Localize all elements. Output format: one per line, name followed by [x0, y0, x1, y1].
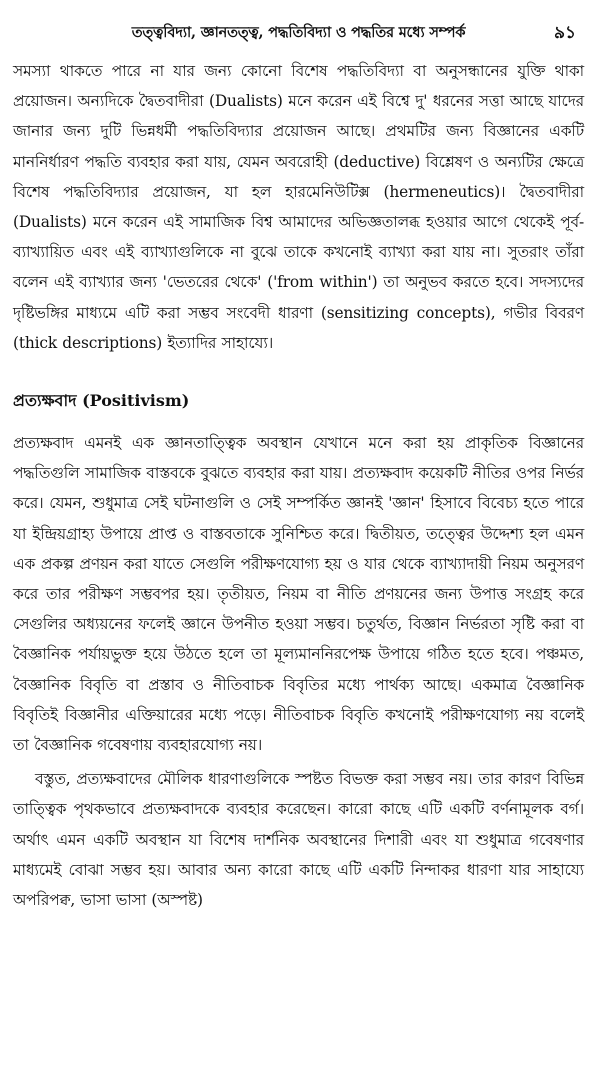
section-heading-positivism: প্রত্যক্ষবাদ (Positivism)	[13, 391, 190, 411]
paragraph-dualists: সমস্যা থাকতে পারে না যার জন্য কোনো বিশেষ পদ্ধতিবিদ্যা বা অনুসন্ধানের যুক্তি থাকা প্রয়োজন। অন্যদিকে দ্বৈতবাদীরা (Dualists) মনে করেন এই বিশ্বে দু' ধরনের সত্তা আছে যাদের জানার জন্য দুটি ভিন্নধর্মী পদ্ধতিবিদ্যার প্রয়োজন আছে। প্রথমটির জন্য বিজ্ঞানের একটি মাননির্ধারণ পদ্ধতি ব্যবহার করা যায়, যেমন অবরোহী (deductive) বিশ্লেষণ ও অন্যটির ক্ষেত্রে বিশেষ পদ্ধতিবিদ্যার প্রয়োজন, যা হল হারমেনিউটিক্স (hermeneutics)। দ্বৈতবাদীরা (Dualists) মনে করেন এই সামাজিক বিশ্ব আমাদের অভিজ্ঞতালব্ধ হওয়ার আগে থেকেই পূর্ব-ব্যাখ্যায়িত এবং এই ব্যাখ্যাগুলিকে না বুঝে তাকে কখনোই ব্যাখ্যা করা যায় না। সুতরাং তাঁরা বলেন এই ব্যাখ্যার জন্য 'ভেতরের থেকে' ('from within') তা অনুভব করতে হবে। সদস্যদের দৃষ্টিভঙ্গির মাধ্যমে এটি করা সম্ভব সংবেদী ধারণা (sensitizing concepts), গভীর বিবরণ (thick descriptions) ইত্যাদির সাহায্যে।	[13, 62, 584, 352]
paragraph-positivism-principles: প্রত্যক্ষবাদ এমনই এক জ্ঞানতাত্ত্বিক অবস্থান যেখানে মনে করা হয় প্রাকৃতিক বিজ্ঞানের পদ্ধতিগুলি সামাজিক বাস্তবকে বুঝতে ব্যবহার করা যায়। প্রত্যক্ষবাদ কয়েকটি নীতির ওপর নির্ভর করে। যেমন, শুধুমাত্র সেই ঘটনাগুলি ও সেই সম্পর্কিত জ্ঞানই 'জ্ঞান' হিসাবে বিবেচ্য হতে পারে যা ইন্দ্রিয়গ্রাহ্য উপায়ে প্রাপ্ত ও বাস্তবতাকে সুনিশ্চিত করে। দ্বিতীয়ত, তত্ত্বের উদ্দেশ্য হল এমন এক প্রকল্প প্রণয়ন করা যাতে সেগুলি পরীক্ষণযোগ্য হয় ও যার থেকে ব্যাখ্যাদায়ী নিয়ম অনুসরণ করে তার পরীক্ষণ সম্ভবপর হয়। তৃতীয়ত, নিয়ম বা নীতি প্রণয়নের জন্য উপাত্ত সংগ্রহ করে সেগুলির অধ্যয়নের ফলেই জ্ঞানে উপনীত হওয়া সম্ভব। চতুর্থত, বিজ্ঞান নির্ভরতা সৃষ্টি করা বা বৈজ্ঞানিক পর্যায়ভুক্ত হয়ে উঠতে হলে তা মূল্যমাননিরপেক্ষ উপায়ে গঠিত হতে হবে। পঞ্চমত, বৈজ্ঞানিক বিবৃতি বা প্রস্তাব ও নীতিবাচক বিবৃতির মধ্যে পার্থক্য আছে। একমাত্র বৈজ্ঞানিক বিবৃতিই বিজ্ঞানীর এক্তিয়ারের মধ্যে পড়ে। নীতিবাচক বিবৃতি কখনোই পরীক্ষণযোগ্য নয় বলেই তা বৈজ্ঞানিক গবেষণায় ব্যবহারযোগ্য নয়।	[13, 434, 584, 755]
page-number: ৯১	[553, 23, 576, 43]
running-header	[13, 22, 584, 48]
paragraph-positivism-usage: বস্তুত, প্রত্যক্ষবাদের মৌলিক ধারণাগুলিকে স্পষ্টত বিভক্ত করা সম্ভব নয়। তার কারণ বিভিন্ন তাত্ত্বিক পৃথকভাবে প্রত্যক্ষবাদকে ব্যবহার করেছেন। কারো কাছে এটি একটি বর্ণনামূলক বর্গ। অর্থাৎ এমন একটি অবস্থান যা বিশেষ দার্শনিক অবস্থানের দিশারী এবং যা শুধুমাত্র গবেষণার মাধ্যমেই বোঝা সম্ভব হয়। আবার অন্য কারো কাছে এটি একটি নিন্দাকর ধারণা যার সাহায্যে অপরিপক্ব, ভাসা ভাসা (অস্পষ্ট)	[13, 770, 584, 910]
running-title: তত্ত্ববিদ্যা, জ্ঞানতত্ত্ব, পদ্ধতিবিদ্যা ও পদ্ধতির মধ্যে সম্পর্ক	[131, 24, 466, 41]
page-body	[13, 56, 584, 915]
